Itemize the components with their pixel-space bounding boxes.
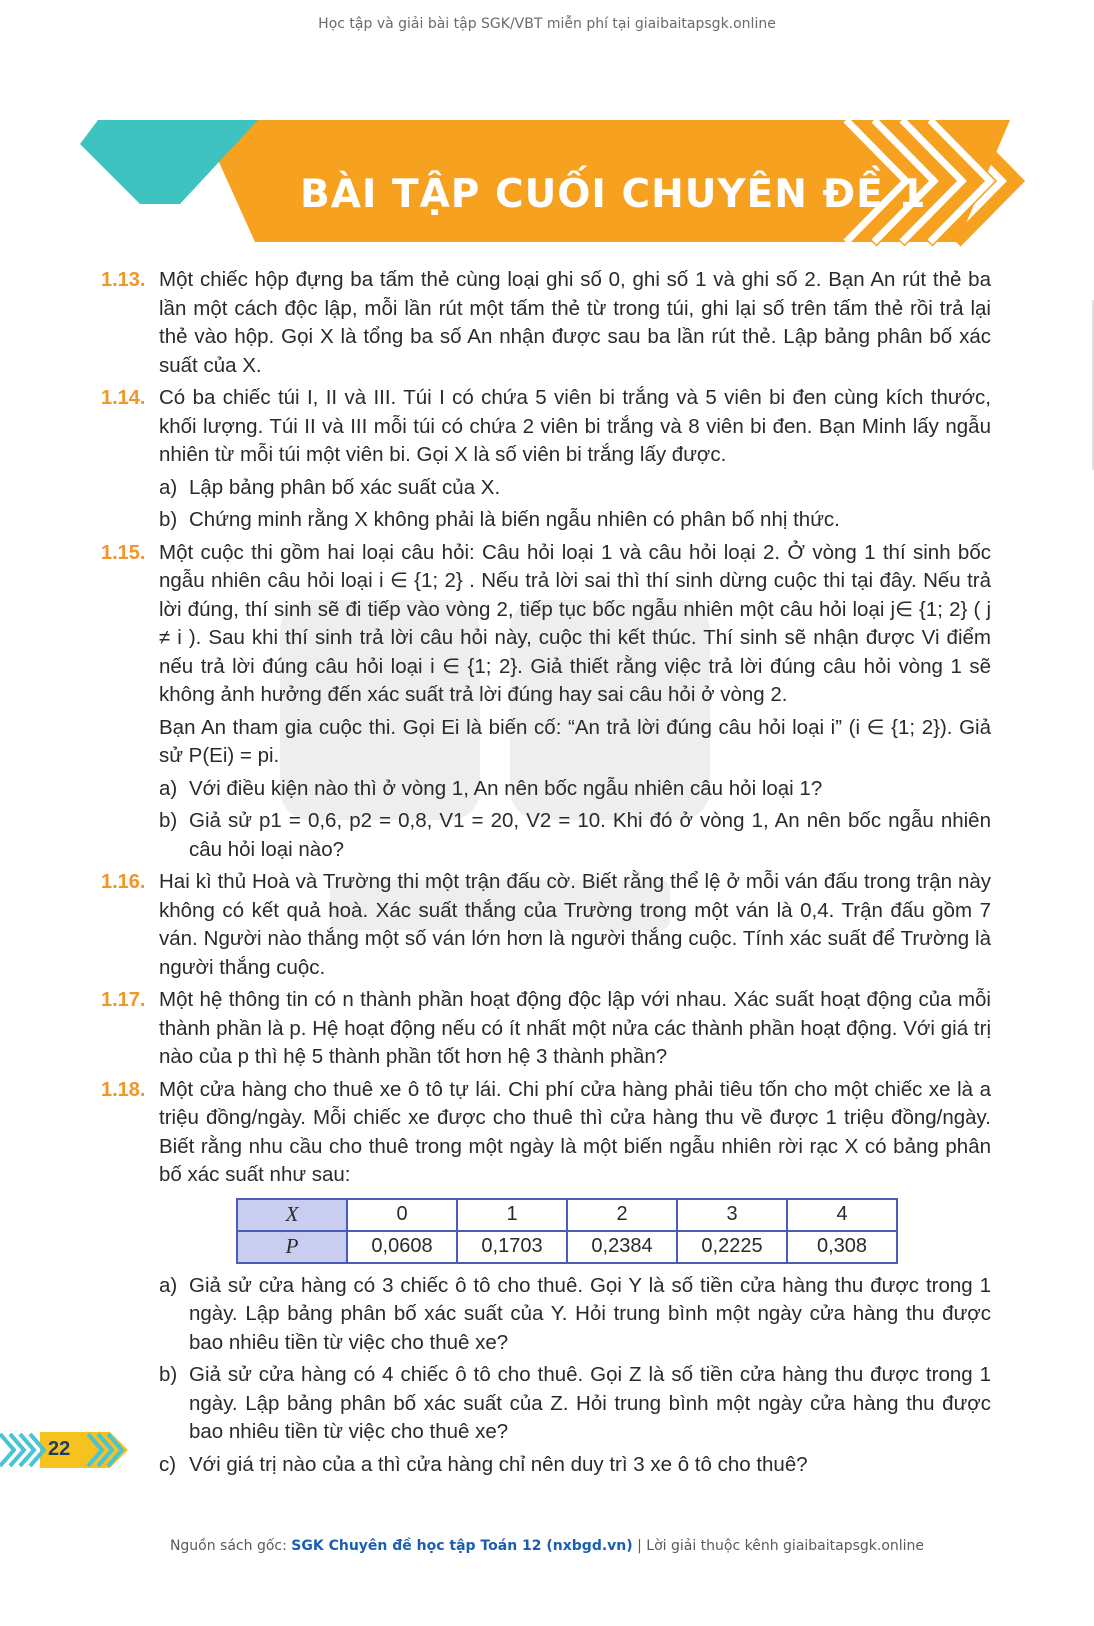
problem-number: 1.15. [101,541,146,564]
problem-number: 1.14. [101,387,146,409]
problem-1-18 [101,1076,991,1480]
table-cell: X [237,1199,347,1231]
problem-text-continued: Bạn An tham gia cuộc thi. Gọi Ei là biến cố: “An trả lời đúng câu hỏi loại i” (i ∈ {1; 2}). Giả sử P(Ei) = pi. [159,715,991,767]
problem-1-17 [101,986,991,1072]
table-row [237,1231,897,1263]
subquestion-label: b) [159,1363,178,1386]
subquestion-label: b) [159,809,178,832]
subquestion-text: Giả sử p1 = 0,6, p2 = 0,8, V1 = 20, V2 = 10. Khi đó ở vòng 1, An nên bốc ngẫu nhiên câu hỏi loại nào? [189,809,991,861]
problem-text: Một hệ thông tin có n thành phần hoạt động độc lập với nhau. Xác suất hoạt động của mỗi thành phần là p. Hệ hoạt động nếu có ít nhất một nửa các thành phần hoạt động. Với giá trị nào của p thì hệ 5 thành phần tốt hơn hệ 3 thành phần? [159,988,991,1068]
exercise-list [101,266,991,1483]
page-number-badge [0,1432,130,1468]
subquestion-text: Chứng minh rằng X không phải là biến ngẫu nhiên có phân bố nhị thức. [189,508,840,531]
subquestion-a [159,1272,991,1358]
table-cell: P [237,1231,347,1263]
source-footer [0,1538,1094,1554]
problem-text: Một cửa hàng cho thuê xe ô tô tự lái. Chi phí cửa hàng phải tiêu tốn cho một chiếc xe là a triệu đồng/ngày. Mỗi chiếc xe được cho thuê thì cửa hàng thu về được 1 triệu đồng/ngày. Biết rằng nhu cầu cho thuê trong một ngày là một biến ngẫu nhiên rời rạc X có bảng phân bố xác suất như sau: [159,1077,991,1186]
footer-suffix: | Lời giải thuộc kênh giaibaitapsgk.online [637,1538,925,1554]
subquestion-text: Với điều kiện nào thì ở vòng 1, An nên bốc ngẫu nhiên câu hỏi loại 1? [189,776,823,800]
table-cell: 0,2225 [677,1231,787,1263]
problem-number: 1.13. [101,269,146,291]
subquestion-b [159,1361,991,1447]
problem-number: 1.16. [101,871,146,893]
problem-text: Một chiếc hộp đựng ba tấm thẻ cùng loại ghi số 0, ghi số 1 và ghi số 2. Bạn An rút thẻ ba lần một cách độc lập, mỗi lần rút một tấm thẻ từ trong túi, ghi lại số trên tấm thẻ rồi trả lại thẻ vào hộp. Gọi X là tổng ba số An nhận được sau ba lần rút thẻ. Lập bảng phân bố xác suất của X. [159,268,991,377]
problem-text: Một cuộc thi gồm hai loại câu hỏi: Câu hỏi loại 1 và câu hỏi loại 2. Ở vòng 1 thí sinh bốc ngẫu nhiên câu hỏi loại i ∈ {1; 2} . Nếu trả lời sai thì thí sinh dừng cuộc thi tại đây. Nếu trả lời đúng, thí sinh sẽ đi tiếp vào vòng 2, tiếp tục bốc ngẫu nhiên một câu hỏi loại j∈ {1; 2} ( j ≠ i ). Sau khi thí sinh trả lời câu hỏi này, cuộc thi kết thúc. Thí sinh sẽ nhận được Vi điểm nếu trả lời đúng câu hỏi loại i ∈ {1; 2}. Giả thiết rằng việc trả lời đúng câu hỏi vòng 1 sẽ không ảnh hưởng đến xác suất trả lời đúng hay sai câu hỏi ở vòng 2. [159,540,991,706]
table-cell: 1 [457,1199,567,1231]
page-title: BÀI TẬP CUỐI CHUYÊN ĐỀ 1 [300,172,927,217]
subquestion-label: c) [159,1452,177,1476]
table-cell: 4 [787,1199,897,1231]
table-cell: 0,308 [787,1231,897,1263]
subquestion-text: Giả sử cửa hàng có 3 chiếc ô tô cho thuê. Gọi Y là số tiền cửa hàng thu được trong 1 ngày. Lập bảng phân bố xác suất của Y. Hỏi trung bình một ngày cửa hàng thu được bao nhiêu tiền từ việc cho thuê xe? [189,1273,991,1354]
table-cell: 2 [567,1199,677,1231]
table-cell: 0,0608 [347,1231,457,1263]
table-cell: 3 [677,1199,787,1231]
subquestion-text: Lập bảng phân bố xác suất của X. [189,475,501,499]
footer-source-link[interactable]: SGK Chuyên đề học tập Toán 12 (nxbgd.vn) [291,1538,633,1554]
subquestion-text: Giả sử cửa hàng có 4 chiếc ô tô cho thuê. Gọi Z là số tiền cửa hàng thu được trong 1 ngày. Lập bảng phân bố xác suất của Z. Hỏi trung bình một ngày cửa hàng thu được bao nhiêu tiền từ việc cho thuê xe? [189,1363,991,1443]
problem-number: 1.18. [101,1078,146,1101]
table-cell: 0 [347,1199,457,1231]
subquestion-label: a) [159,1273,178,1297]
problem-1-15 [101,539,991,865]
problem-1-16 [101,868,991,982]
table-cell: 0,2384 [567,1231,677,1263]
subquestion-label: a) [159,776,178,800]
footer-prefix: Nguồn sách gốc: [169,1538,287,1554]
subquestion-b [159,807,991,864]
subquestion-label: a) [159,475,178,499]
subquestion-b [159,506,991,535]
subquestion-c [159,1451,991,1480]
subquestion-text: Với giá trị nào của a thì cửa hàng chỉ nên duy trì 3 xe ô tô cho thuê? [189,1452,808,1476]
problem-number: 1.17. [101,989,146,1011]
page-number: 22 [48,1438,71,1460]
subquestion-a [159,775,991,804]
probability-table [236,1198,898,1264]
problem-text: Hai kì thủ Hoà và Trường thi một trận đấu cờ. Biết rằng thể lệ ở mỗi ván đấu trong trận này không có kết quả hoà. Xác suất thắng của Trường trong một ván là 0,4. Trận đấu gồm 7 ván. Người nào thắng một số ván lớn hơn là người thắng cuộc. Tính xác suất để Trường là người thắng cuộc. [159,870,991,979]
problem-text: Có ba chiếc túi I, II và III. Túi I có chứa 5 viên bi trắng và 5 viên bi đen cùng kích thước, khối lượng. Túi II và III mỗi túi có chứa 2 viên bi trắng và 8 viên bi đen. Bạn Minh lấy ngẫu nhiên từ mỗi túi một viên bi. Gọi X là số viên bi trắng lấy được. [159,386,991,466]
top-note: Học tập và giải bài tập SGK/VBT miễn phí tại giaibaitapsgk.online [318,16,776,32]
subquestion-label: b) [159,508,178,531]
table-cell: 0,1703 [457,1231,567,1263]
subquestion-a [159,474,991,503]
problem-1-13 [101,266,991,380]
problem-1-14 [101,384,991,535]
table-row [237,1199,897,1231]
